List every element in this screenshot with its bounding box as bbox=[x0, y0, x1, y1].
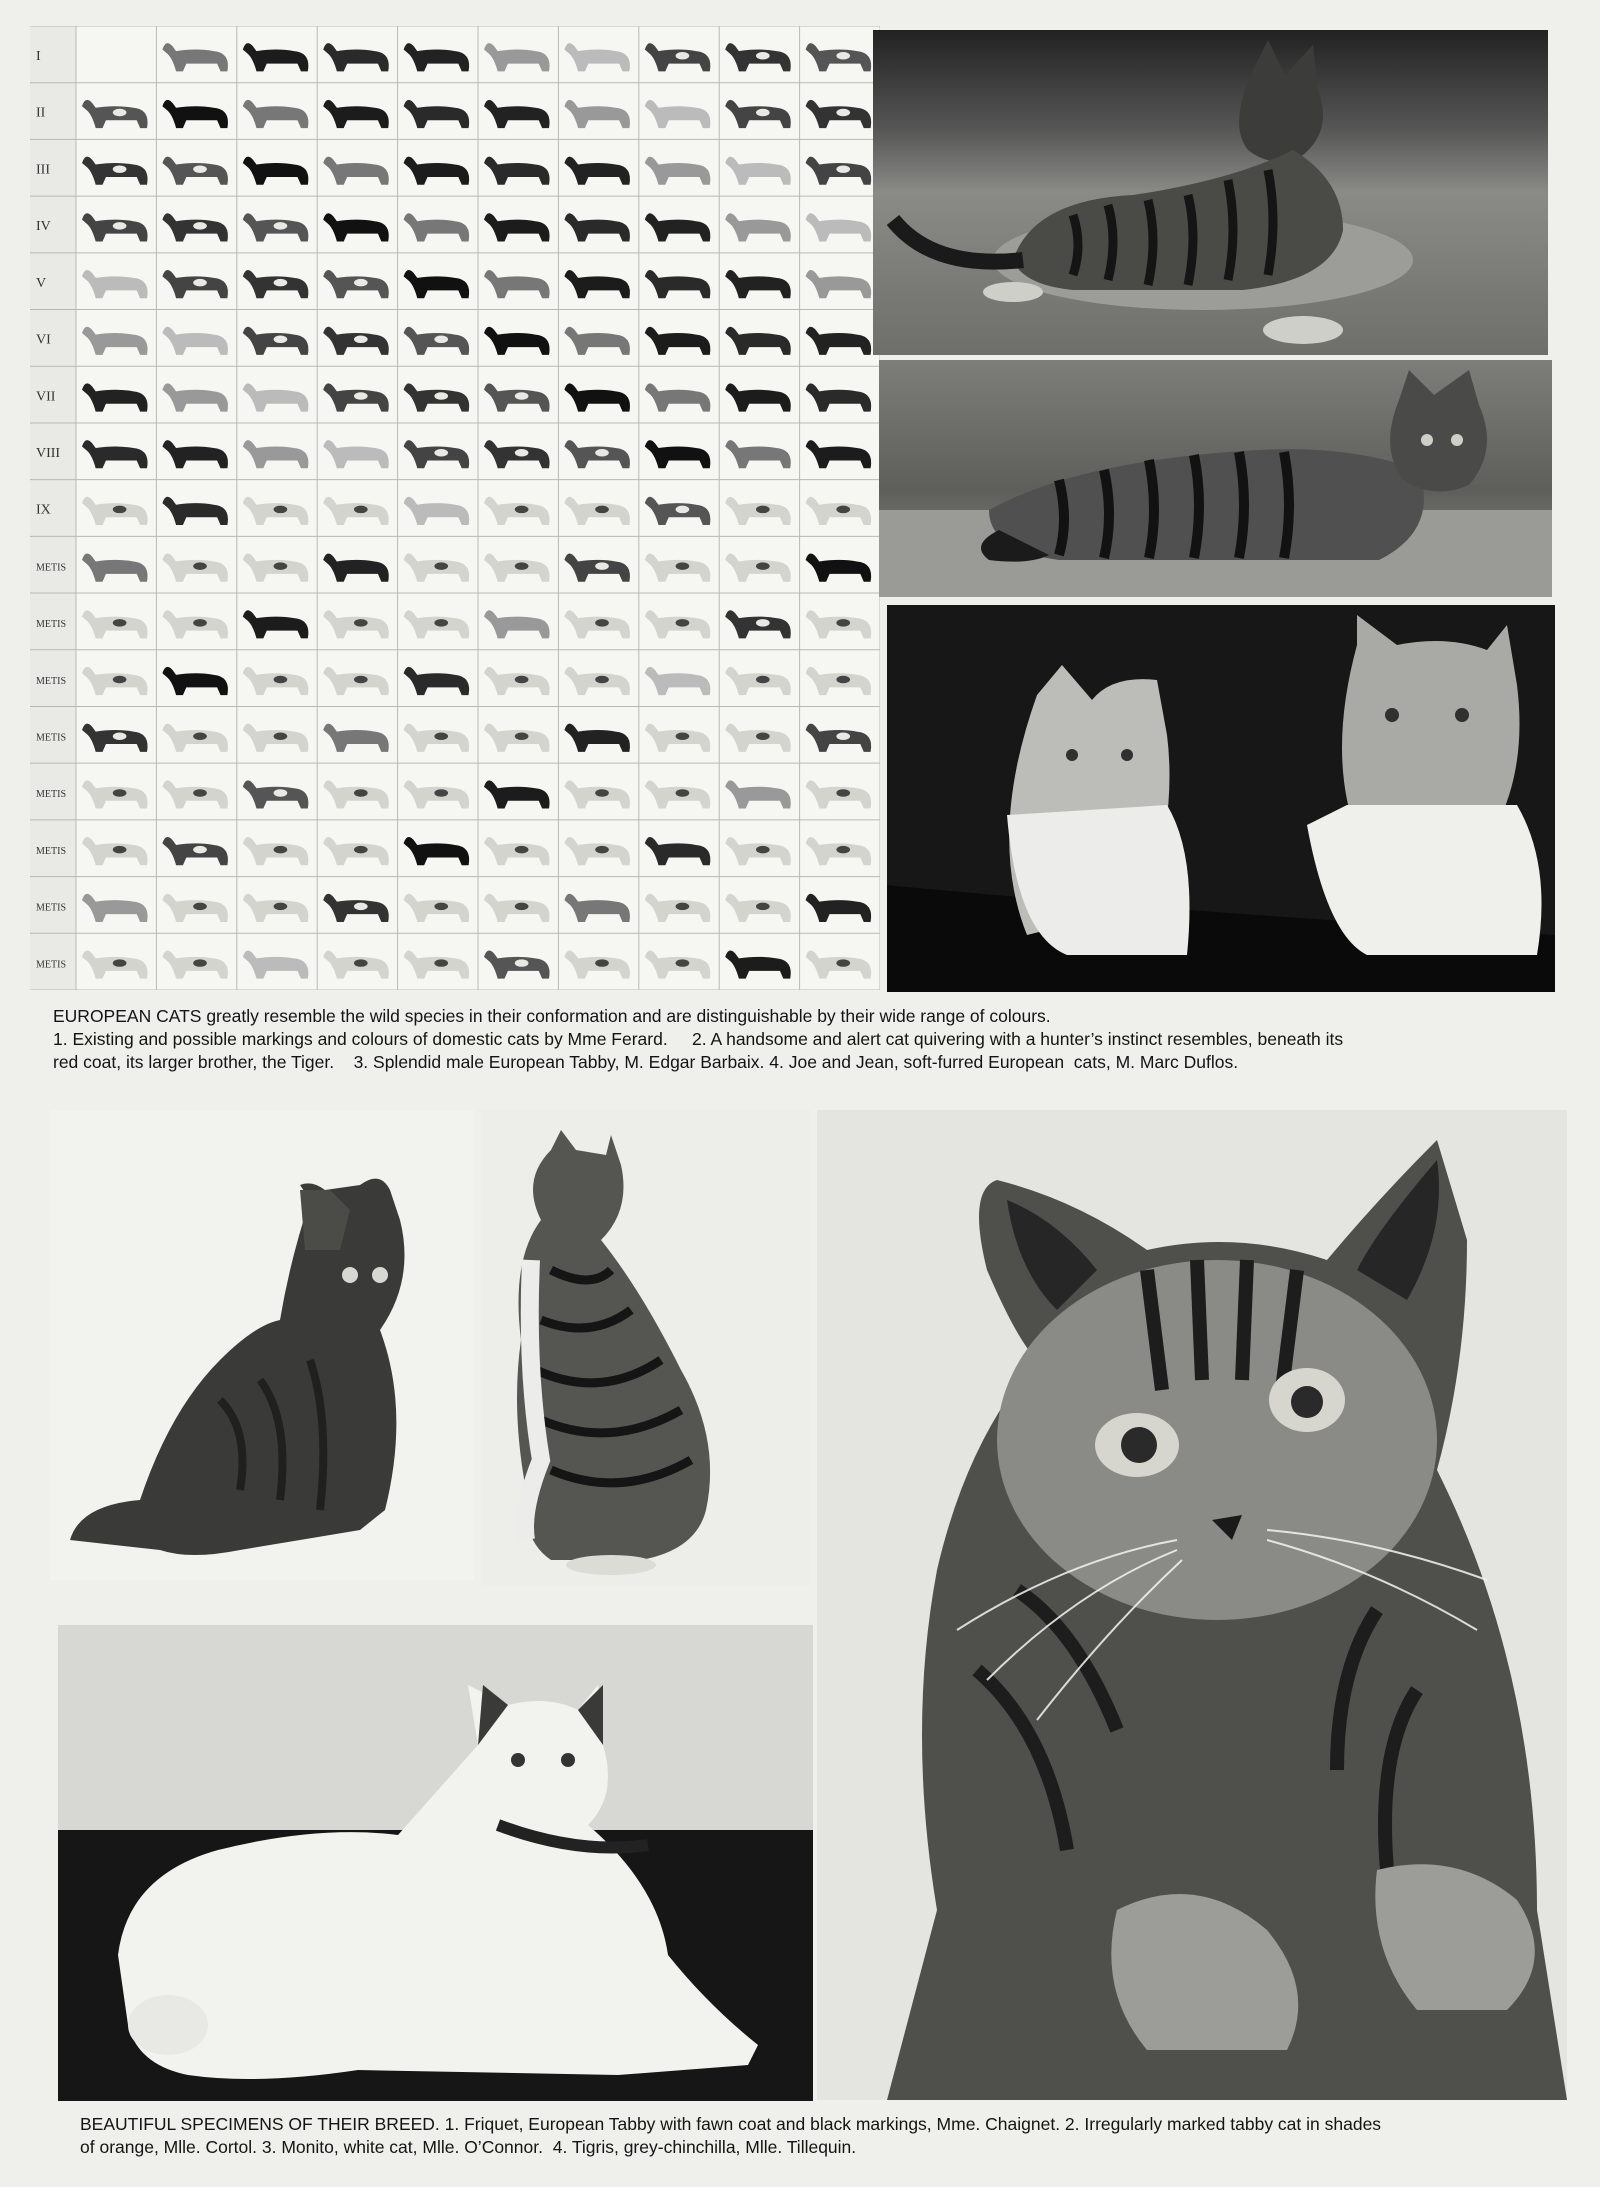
top-caption-line-3: red coat, its larger brother, the Tiger. 3. Splendid male European Tabby, M. Edgar Barbaix. 4. Joe and Jean, soft-furred European cats, M. Marc Duflos. bbox=[53, 1052, 1239, 1072]
chart-row-label: METIS bbox=[36, 732, 66, 744]
chart-row-label: I bbox=[36, 49, 41, 65]
chart-row-label: METIS bbox=[36, 619, 66, 631]
chart-row-label: METIS bbox=[36, 902, 66, 914]
bottom-caption bbox=[80, 2113, 1570, 2159]
photo-tabby-on-grass bbox=[873, 30, 1548, 355]
chart-row-label: VII bbox=[36, 389, 56, 405]
cat-markings-chart bbox=[30, 26, 880, 990]
top-caption-line-2: 1. Existing and possible markings and colours of domestic cats by Mme Ferard. 2. A handsome and alert cat quivering with a hunter’s instinct resembles, beneath its bbox=[53, 1029, 1344, 1049]
photo-two-cats bbox=[887, 605, 1555, 992]
chart-row-label: IX bbox=[36, 502, 51, 518]
chart-row-label: II bbox=[36, 105, 46, 121]
chart-row-label: METIS bbox=[36, 845, 66, 857]
top-caption-line-1: EUROPEAN CATS greatly resemble the wild species in their conformation and are distinguishable by their wide range of colours. bbox=[53, 1006, 1051, 1026]
chart-row-label: VIII bbox=[36, 445, 61, 461]
photo-monito-white-cat bbox=[58, 1625, 813, 2101]
photo-tigris-closeup bbox=[817, 1110, 1567, 2100]
chart-row-label: METIS bbox=[36, 675, 66, 687]
chart-row-label: VI bbox=[36, 332, 51, 348]
top-caption bbox=[53, 1005, 1553, 1074]
bottom-caption-line-1: BEAUTIFUL SPECIMENS OF THEIR BREED. 1. Friquet, European Tabby with fawn coat and black markings, Mme. Chaignet. 2. Irregularly marked tabby cat in shades bbox=[80, 2114, 1382, 2134]
photo-tabby-on-floor bbox=[879, 360, 1552, 597]
chart-row-label: METIS bbox=[36, 789, 66, 801]
chart-row-label: V bbox=[36, 275, 47, 291]
photo-orange-tabby bbox=[481, 1110, 811, 1585]
chart-row-label: III bbox=[36, 162, 50, 178]
chart-row-label: METIS bbox=[36, 959, 66, 971]
photo-friquet bbox=[50, 1110, 474, 1580]
chart-row-label: METIS bbox=[36, 562, 66, 574]
bottom-caption-line-2: of orange, Mlle. Cortol. 3. Monito, white cat, Mlle. O’Connor. 4. Tigris, grey-chinchilla, Mlle. Tillequin. bbox=[80, 2137, 857, 2157]
chart-grid-svg bbox=[30, 26, 880, 990]
chart-row-label: IV bbox=[36, 219, 51, 235]
